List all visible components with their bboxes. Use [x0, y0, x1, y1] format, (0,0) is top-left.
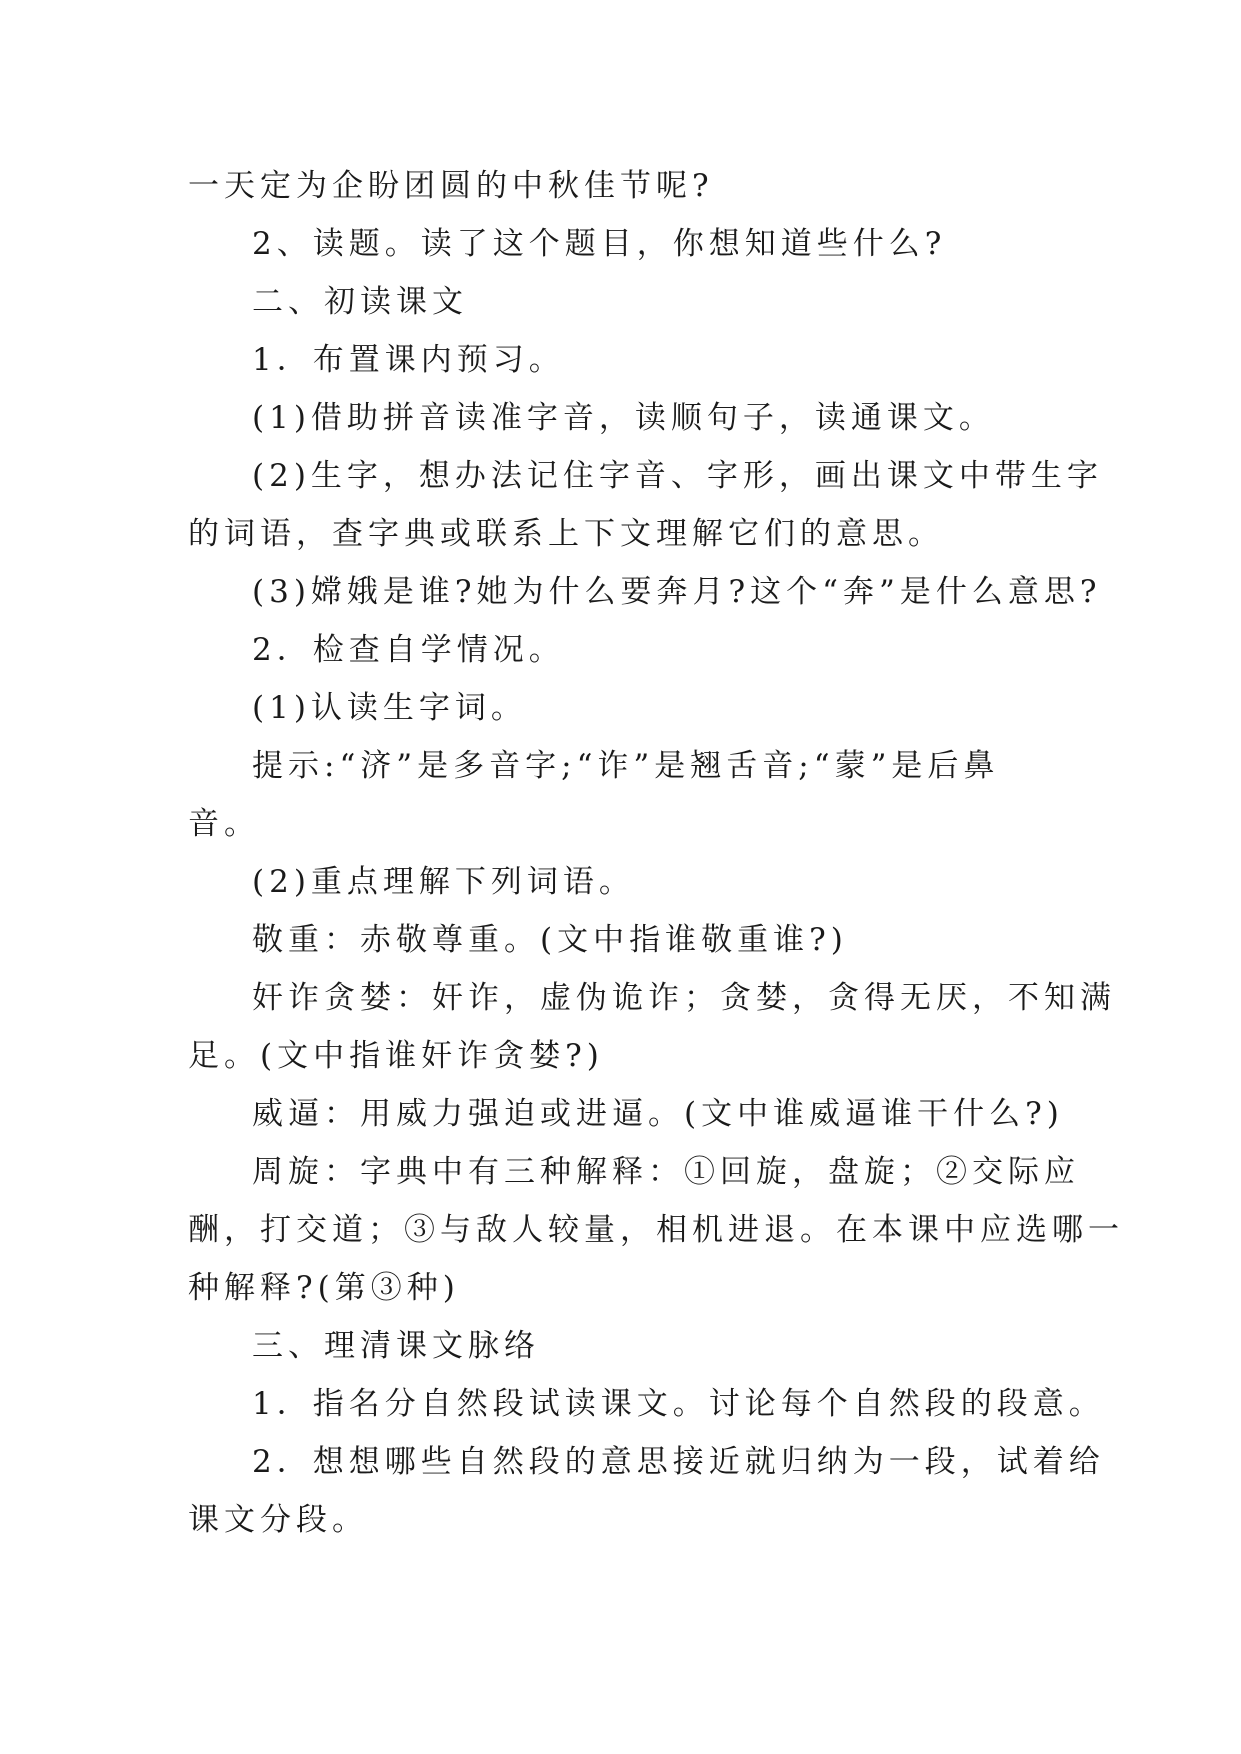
text-line-11: 提示:“济”是多音字;“诈”是翘舌音;“蒙”是后鼻 — [252, 748, 1000, 784]
text-line-9: 2．检查自学情况。 — [252, 632, 565, 668]
text-line-14: 敬重：赤敬尊重。(文中指谁敬重谁?) — [252, 922, 848, 958]
text-line-18: 周旋：字典中有三种解释：①回旋，盘旋；②交际应 — [252, 1154, 1080, 1190]
text-line-10: (1)认读生字词。 — [252, 690, 527, 726]
section-heading-3: 三、理清课文脉络 — [252, 1328, 540, 1364]
text-line-17: 威逼：用威力强迫或进逼。(文中谁威逼谁干什么?) — [252, 1096, 1064, 1132]
text-line-1: 一天定为企盼团圆的中秋佳节呢? — [188, 168, 714, 204]
text-line-7: 的词语，查字典或联系上下文理解它们的意思。 — [188, 516, 944, 552]
text-line-13: (2)重点理解下列词语。 — [252, 864, 635, 900]
text-line-6: (2)生字，想办法记住字音、字形，画出课文中带生字 — [252, 458, 1103, 494]
text-line-5: (1)借助拼音读准字音，读顺句子，读通课文。 — [252, 400, 995, 436]
text-line-20: 种解释?(第③种) — [188, 1270, 460, 1306]
text-line-15: 奸诈贪婪：奸诈，虚伪诡诈；贪婪，贪得无厌，不知满 — [252, 980, 1116, 1016]
text-line-16: 足。(文中指谁奸诈贪婪?) — [188, 1038, 604, 1074]
text-line-4: 1．布置课内预习。 — [252, 342, 565, 378]
text-line-12: 音。 — [188, 806, 260, 842]
text-line-19: 酬，打交道；③与敌人较量，相机进退。在本课中应选哪一 — [188, 1212, 1124, 1248]
text-line-23: 2．想想哪些自然段的意思接近就归纳为一段，试着给 — [252, 1444, 1105, 1480]
section-heading-2: 二、初读课文 — [252, 284, 468, 320]
text-line-2: 2、读题。读了这个题目，你想知道些什么? — [252, 226, 947, 262]
text-line-22: 1．指名分自然段试读课文。讨论每个自然段的段意。 — [252, 1386, 1105, 1422]
text-line-24: 课文分段。 — [188, 1502, 368, 1538]
text-line-8: (3)嫦娥是谁?她为什么要奔月?这个“奔”是什么意思? — [252, 574, 1102, 610]
